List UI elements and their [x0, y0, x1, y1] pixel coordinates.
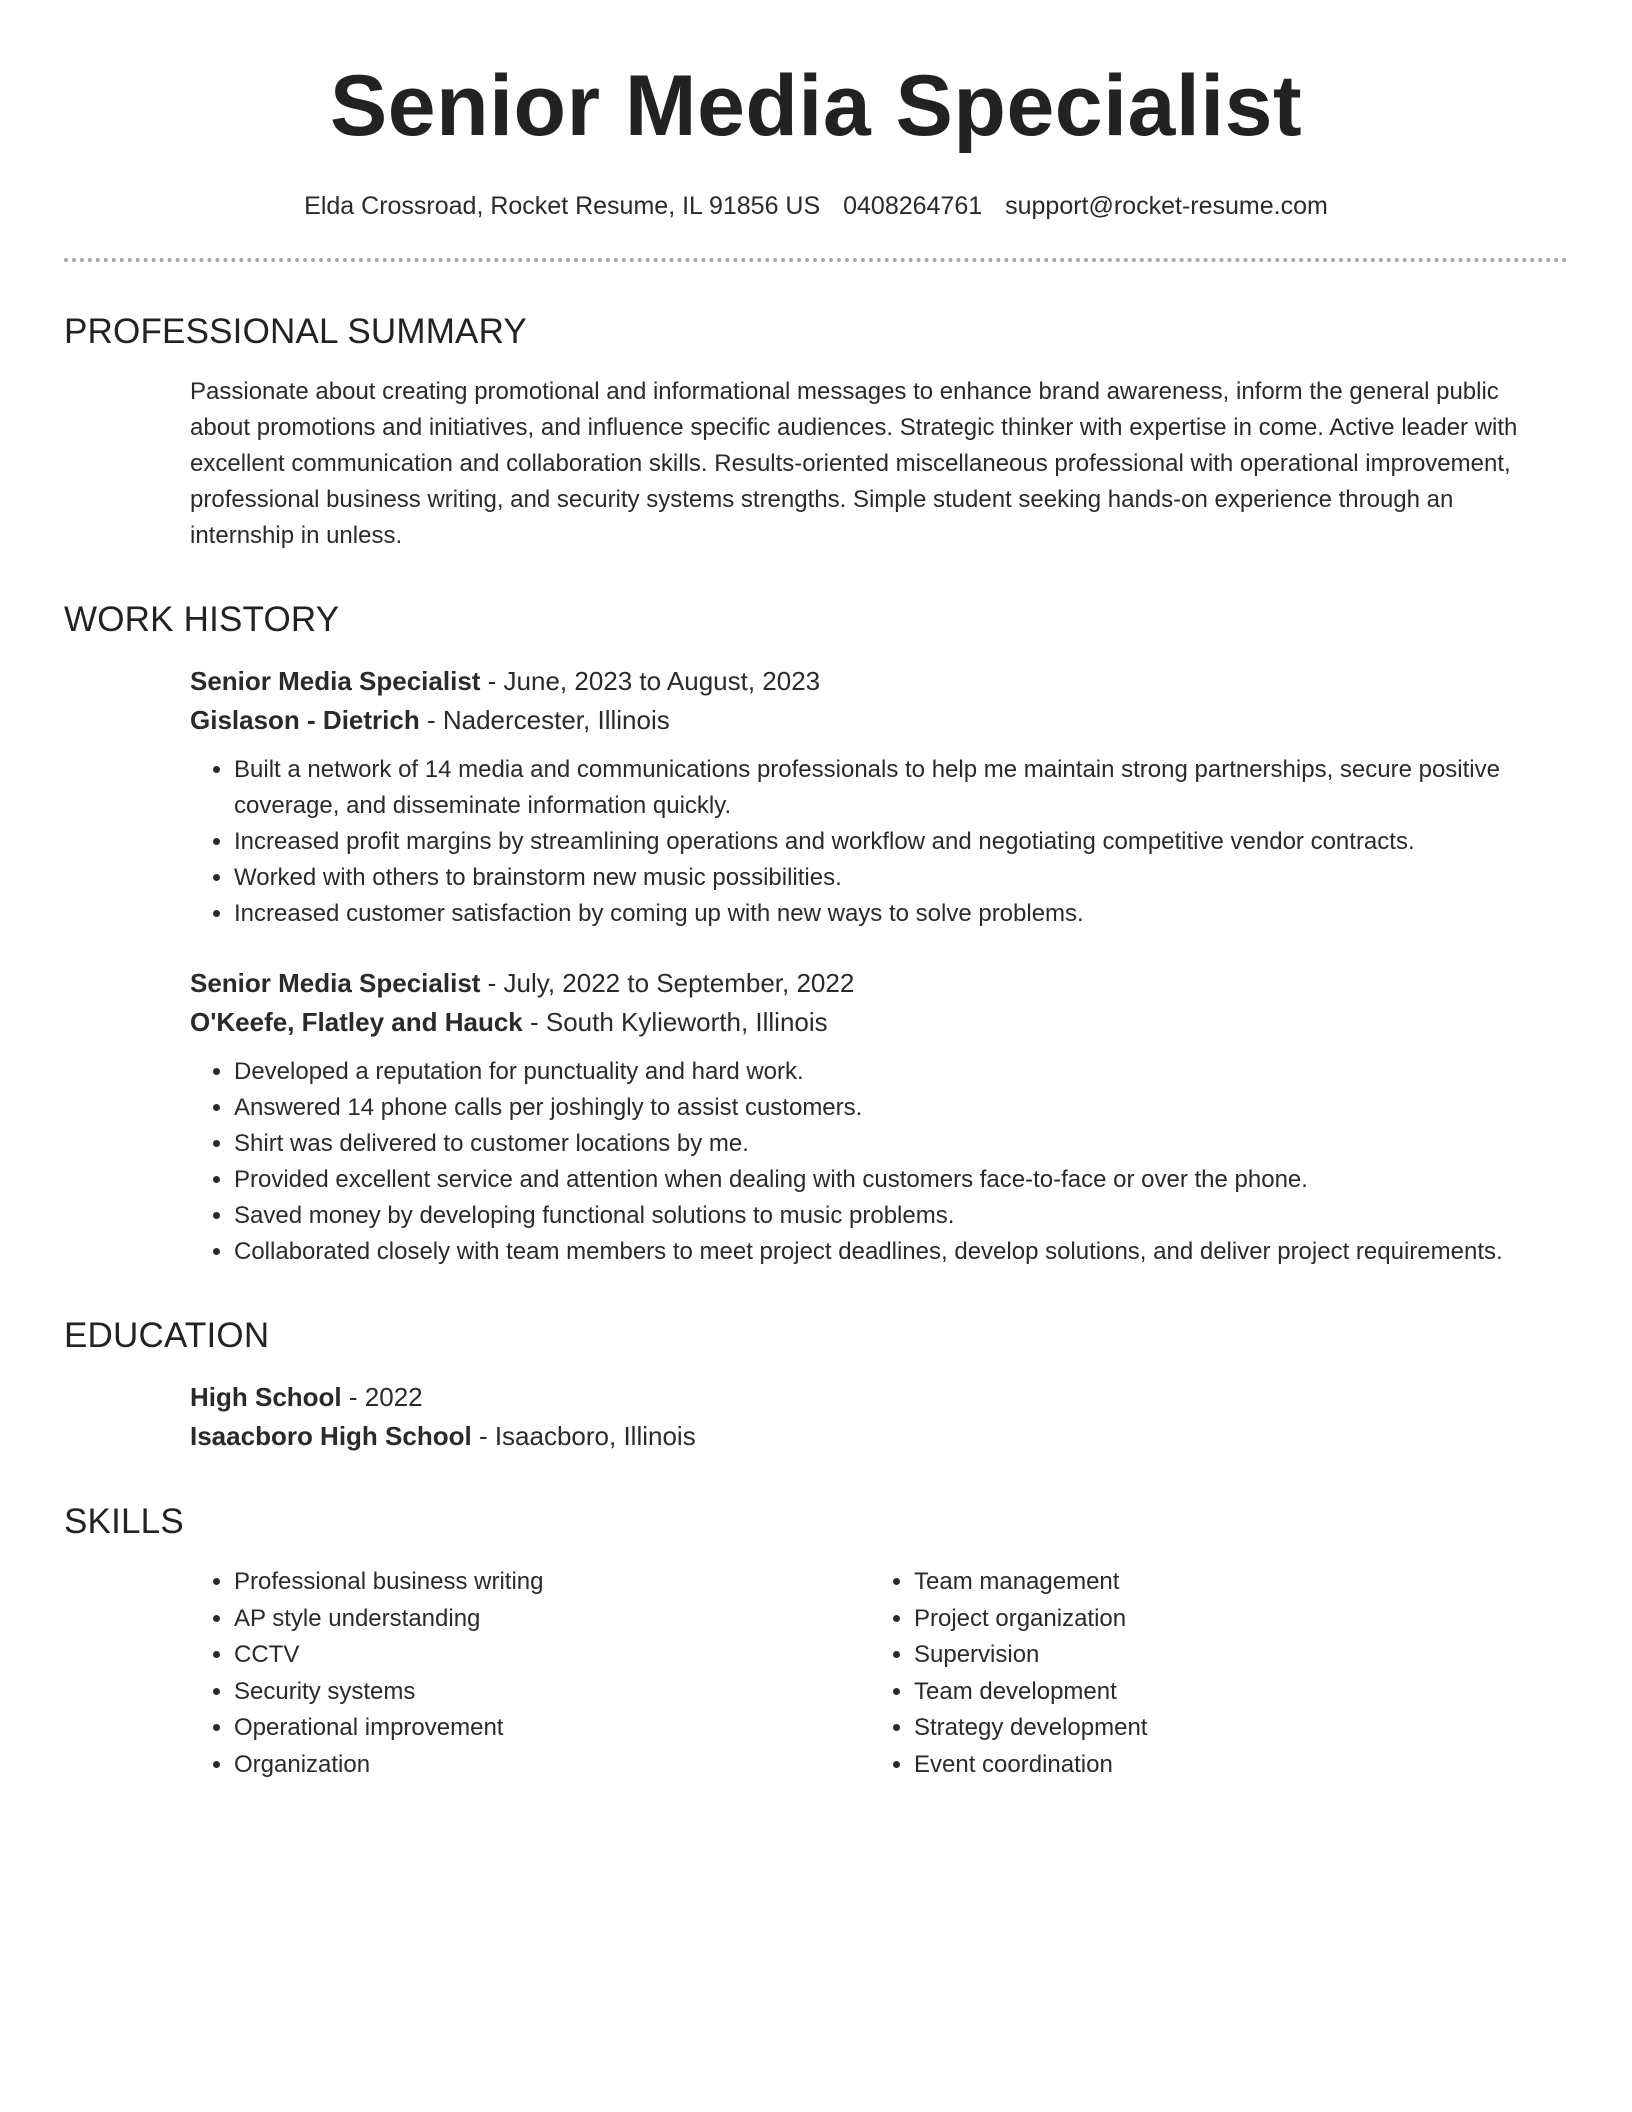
job-bullet: • Shirt was delivered to customer locations by me.: [234, 1126, 1568, 1162]
job-company-line: [190, 701, 1568, 740]
education-location: - Isaacboro, Illinois: [471, 1421, 696, 1451]
skill-item: • Team management: [914, 1564, 1550, 1601]
job-location: - South Kylieworth, Illinois: [522, 1007, 828, 1037]
work-history-body: [64, 662, 1568, 1270]
skill-item: • Team development: [914, 1674, 1550, 1711]
job-bullets: [190, 752, 1568, 932]
skill-item: • Strategy development: [914, 1710, 1550, 1747]
job-role: Senior Media Specialist: [190, 968, 481, 998]
job-company-line: [190, 1003, 1568, 1042]
job-bullet: • Worked with others to brainstorm new music possibilities.: [234, 860, 1568, 896]
skill-item: • Organization: [234, 1747, 870, 1784]
job-role: Senior Media Specialist: [190, 666, 481, 696]
work-history-heading: WORK HISTORY: [64, 600, 340, 639]
skills-heading: SKILLS: [64, 1502, 184, 1541]
education-year: - 2022: [341, 1382, 423, 1412]
header-divider: [64, 258, 1568, 262]
work-history-section: [64, 600, 1568, 1270]
job-bullet: • Increased profit margins by streamlining operations and workflow and negotiating competitive vendor contracts.: [234, 824, 1568, 860]
skill-item: • Operational improvement: [234, 1710, 870, 1747]
skill-item: • Event coordination: [914, 1747, 1550, 1784]
skill-item: • Project organization: [914, 1601, 1550, 1638]
job-title-line: [190, 964, 1568, 1003]
contact-email: support@rocket-resume.com: [1005, 192, 1328, 220]
job-bullet: • Collaborated closely with team members to meet project deadlines, develop solutions, and deliver project requirements.: [234, 1234, 1568, 1270]
job-entry: [190, 964, 1568, 1270]
skill-item: • Supervision: [914, 1637, 1550, 1674]
skills-list-right: [870, 1564, 1550, 1783]
job-bullet: • Saved money by developing functional solutions to music problems.: [234, 1198, 1568, 1234]
job-dates: - June, 2023 to August, 2023: [480, 666, 821, 696]
skills-columns: [64, 1564, 1568, 1783]
skill-item: • Professional business writing: [234, 1564, 870, 1601]
job-bullets: [190, 1054, 1568, 1270]
resume-header: [64, 0, 1568, 262]
job-bullet: • Answered 14 phone calls per joshingly to assist customers.: [234, 1090, 1568, 1126]
contact-phone: 0408264761: [843, 192, 983, 220]
education-body: [64, 1378, 1568, 1456]
job-bullet: • Increased customer satisfaction by coming up with new ways to solve problems.: [234, 896, 1568, 932]
job-entry: [190, 662, 1568, 932]
job-dates: - July, 2022 to September, 2022: [480, 968, 855, 998]
skill-item: • CCTV: [234, 1637, 870, 1674]
education-heading: EDUCATION: [64, 1316, 270, 1355]
skills-list-left: [190, 1564, 870, 1783]
job-bullet: • Built a network of 14 media and communications professionals to help me maintain strong partnerships, secure positive coverage, and disseminate information quickly.: [234, 752, 1568, 824]
education-degree-line: [190, 1378, 1568, 1417]
education-school: Isaacboro High School: [190, 1421, 472, 1451]
job-company: O'Keefe, Flatley and Hauck: [190, 1007, 523, 1037]
contact-address: Elda Crossroad, Rocket Resume, IL 91856 US: [304, 192, 821, 220]
candidate-title: Senior Media Specialist: [329, 58, 1303, 154]
job-bullet: • Provided excellent service and attention when dealing with customers face-to-face or over the phone.: [234, 1162, 1568, 1198]
education-school-line: [190, 1417, 1568, 1456]
education-section: [64, 1316, 1568, 1456]
summary-section: [64, 312, 1568, 554]
job-company: Gislason - Dietrich: [190, 705, 420, 735]
education-degree: High School: [190, 1382, 342, 1412]
skill-item: • AP style understanding: [234, 1601, 870, 1638]
skills-section: [64, 1502, 1568, 1783]
job-title-line: [190, 662, 1568, 701]
job-bullet: • Developed a reputation for punctuality and hard work.: [234, 1054, 1568, 1090]
job-location: - Nadercester, Illinois: [419, 705, 670, 735]
skill-item: • Security systems: [234, 1674, 870, 1711]
contact-line: [64, 190, 1568, 222]
summary-heading: PROFESSIONAL SUMMARY: [64, 312, 527, 351]
summary-text: Passionate about creating promotional and informational messages to enhance brand awareness, inform the general public about promotions and initiatives, and influence specific audiences. Strategic thinker with expertise in come. Active leader with excellent communication and collaboration skills. Results-oriented miscellaneous professional with operational improvement, professional business writing, and security systems strengths. Simple student seeking hands-on experience through an internship in unless.: [190, 378, 1518, 549]
